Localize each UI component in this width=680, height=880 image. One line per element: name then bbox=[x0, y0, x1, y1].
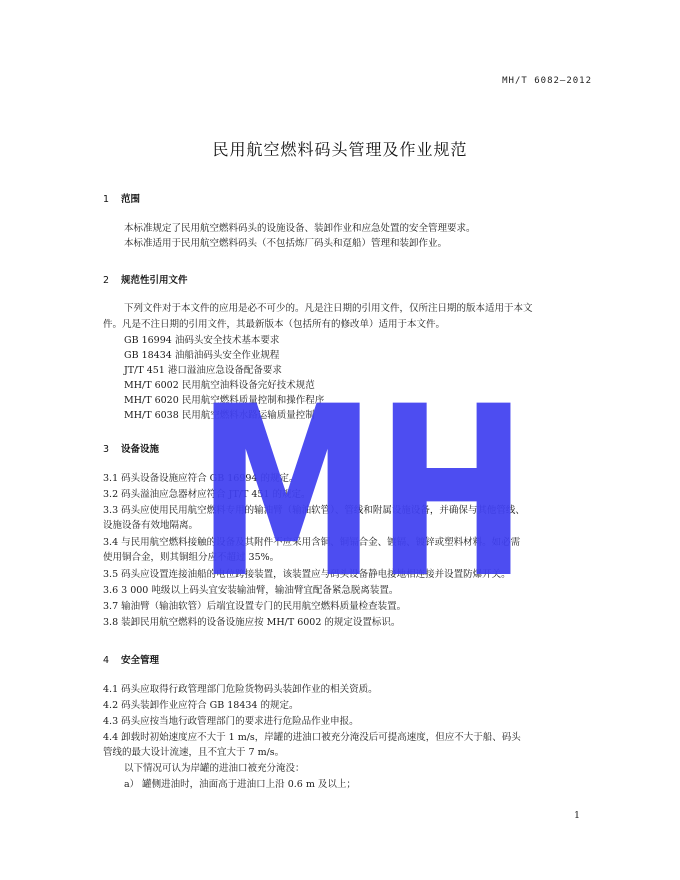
page-number: 1 bbox=[573, 810, 580, 821]
clause: 4.4 卸载时初始速度应不大于 1 m/s，岸罐的进油口被充分淹没后可提高速度，但应不大于船、码头 bbox=[103, 732, 521, 743]
paragraph: 下列文件对于本文件的应用是必不可少的。凡是注日期的引用文件，仅所注日期的版本适用于本文 bbox=[124, 303, 533, 314]
section-2-heading bbox=[103, 272, 188, 286]
paragraph: 以下情况可认为岸罐的进油口被充分淹没： bbox=[124, 763, 305, 774]
standard-code: MH/T 6082—2012 bbox=[502, 76, 592, 86]
clause: 3.5 码头应设置连接油船的电位跨接装置，该装置应与码头设备静电接地相连接并设置防爆开关。 bbox=[103, 569, 511, 580]
paragraph: 本标准适用于民用航空燃料码头（不包括炼厂码头和趸船）管理和装卸作业。 bbox=[124, 238, 448, 249]
document-title: 民用航空燃料码头管理及作业规范 bbox=[212, 140, 468, 159]
clause: 4.1 码头应取得行政管理部门危险货物码头装卸作业的相关资质。 bbox=[103, 684, 378, 695]
watermark-text: MH bbox=[197, 398, 527, 578]
clause: 4.2 码头装卸作业应符合 GB 18434 的规定。 bbox=[103, 700, 299, 711]
clause: 4.3 码头应按当地行政管理部门的要求进行危险品作业申报。 bbox=[103, 716, 359, 727]
section-title: 设备设施 bbox=[121, 444, 160, 455]
clause: 3.4 与民用航空燃料接触的设备及其附件不应采用含铜、铜镉合金、镀镉、镀锌或塑料材料。如必需 bbox=[103, 537, 521, 548]
paragraph: 件。凡是不注日期的引用文件，其最新版本（包括所有的修改单）适用于本文件。 bbox=[103, 319, 446, 330]
section-title: 安全管理 bbox=[121, 655, 160, 666]
section-4-heading bbox=[103, 652, 159, 666]
section-number: 4 bbox=[103, 655, 110, 666]
section-3-heading bbox=[103, 441, 159, 455]
reference-item: MH/T 6002 民用航空油料设备完好技术规范 bbox=[124, 380, 315, 391]
clause-continuation: 设施设备有效地隔离。 bbox=[103, 520, 199, 531]
clause-continuation: 使用铜合金，则其铜组分应不超过 35%。 bbox=[103, 552, 280, 563]
reference-item: GB 18434 油船油码头安全作业规程 bbox=[124, 350, 280, 361]
reference-item: MH/T 6038 民用航空燃料水路运输质量控制 bbox=[124, 410, 315, 421]
paragraph: 本标准规定了民用航空燃料码头的设施设备、装卸作业和应急处置的安全管理要求。 bbox=[124, 223, 476, 234]
section-1-heading bbox=[103, 191, 140, 205]
clause: 3.1 码头设备设施应符合 GB 16994 的规定。 bbox=[103, 473, 299, 484]
reference-item: JT/T 451 港口溢油应急设备配备要求 bbox=[124, 365, 282, 376]
clause: 3.6 3 000 吨级以上码头宜安装输油臂，输油臂宜配备紧急脱离装置。 bbox=[103, 585, 399, 596]
reference-item: GB 16994 油码头安全技术基本要求 bbox=[124, 335, 280, 346]
section-title: 规范性引用文件 bbox=[121, 275, 188, 286]
section-number: 3 bbox=[103, 444, 110, 455]
list-item: a） 罐侧进油时，油面高于进油口上沿 0.6 m 及以上； bbox=[124, 779, 356, 790]
clause: 3.7 输油臂（输油软管）后端宜设置专门的民用航空燃料质量检查装置。 bbox=[103, 601, 407, 612]
clause: 3.2 码头溢油应急器材应符合 JT/T 451 的规定。 bbox=[103, 489, 311, 500]
clause: 3.3 码头应使用民用航空燃料专用的输油臂（输油软管）、管线和附属设施设备，并确保与其他管线、 bbox=[103, 505, 525, 516]
clause-continuation: 管线的最大设计流速，且不宜大于 7 m/s。 bbox=[103, 747, 285, 758]
section-number: 2 bbox=[103, 275, 110, 286]
section-title: 范围 bbox=[121, 194, 141, 205]
reference-item: MH/T 6020 民用航空燃料质量控制和操作程序 bbox=[124, 395, 325, 406]
section-number: 1 bbox=[103, 194, 110, 205]
clause: 3.8 装卸民用航空燃料的设备设施应按 MH/T 6002 的规定设置标识。 bbox=[103, 617, 401, 628]
